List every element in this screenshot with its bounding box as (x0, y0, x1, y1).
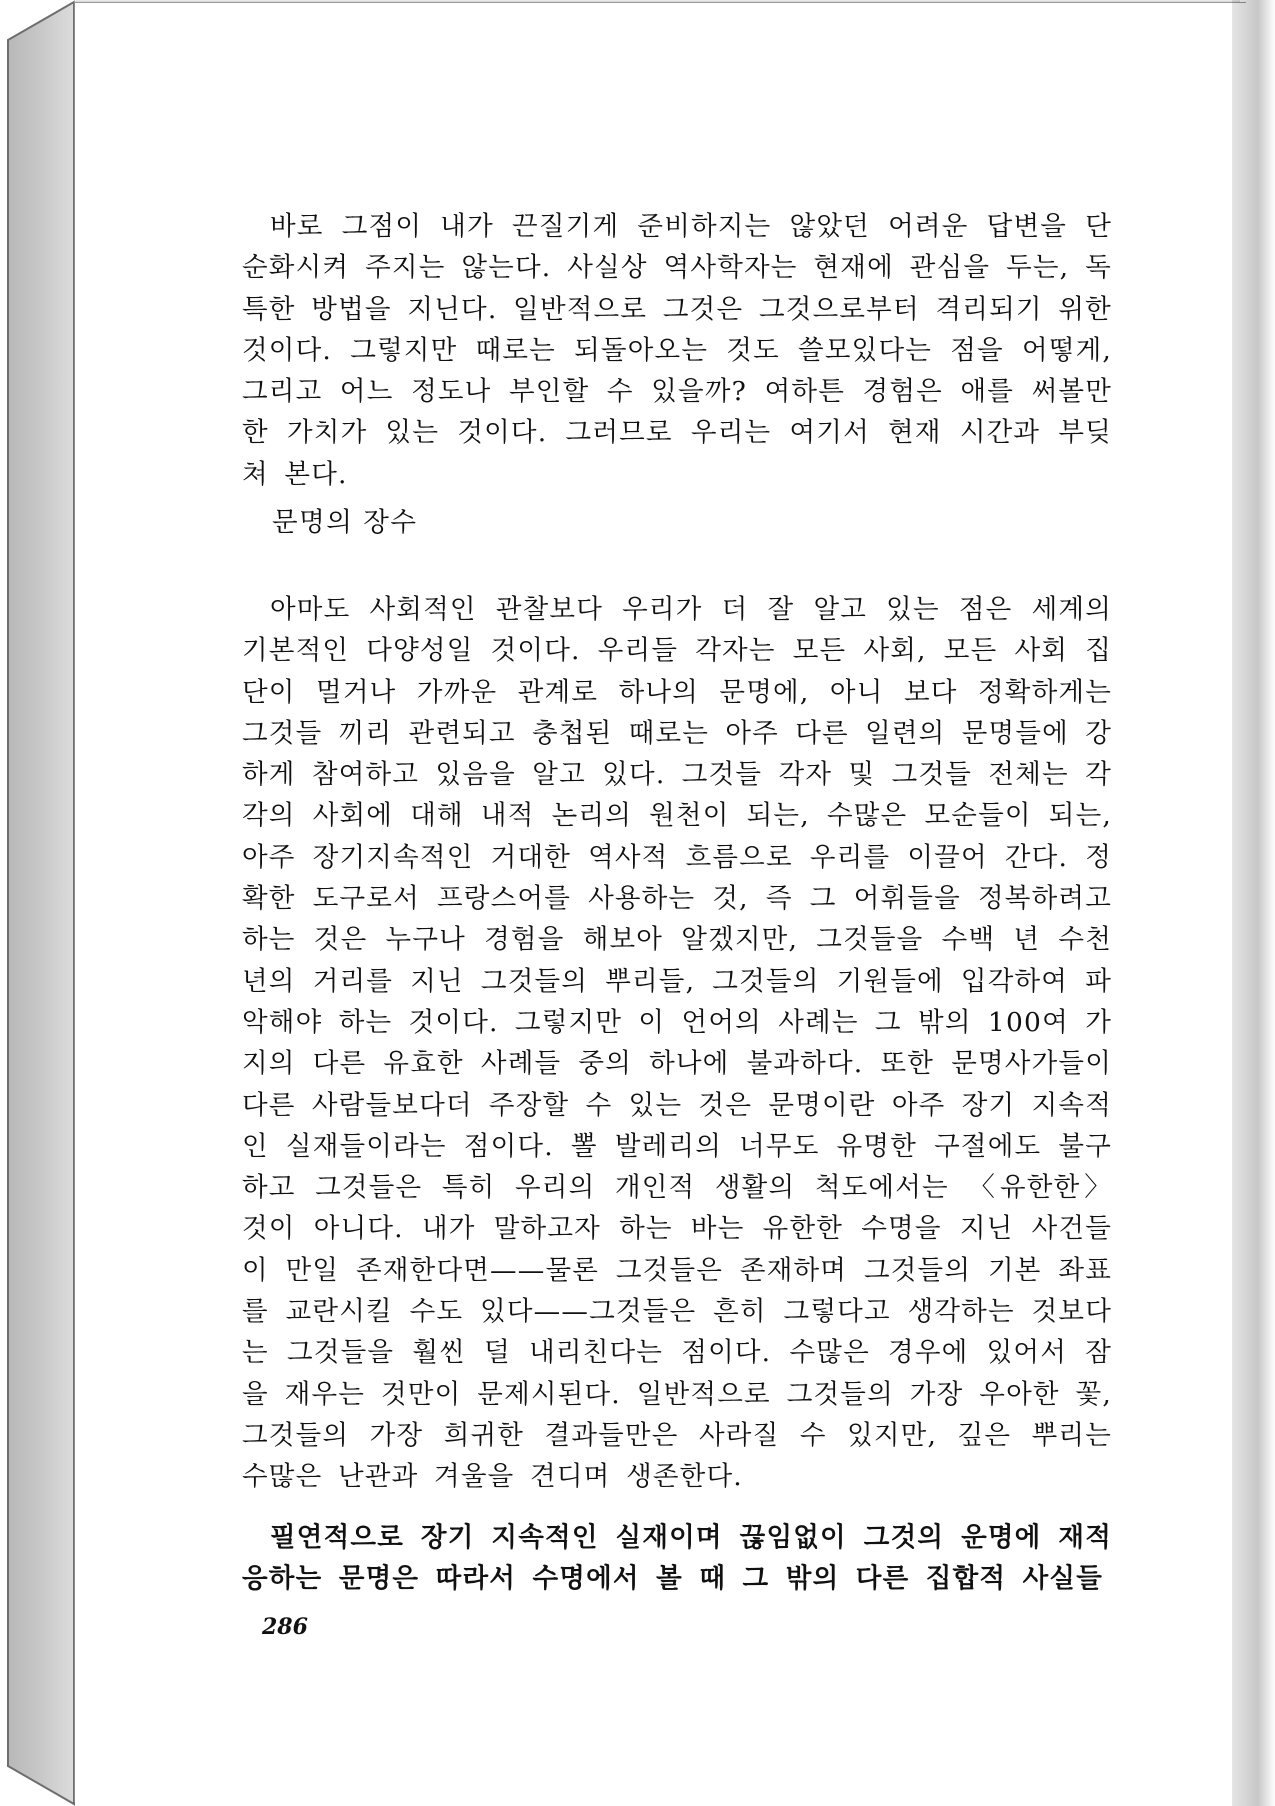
section-heading: 문명의 장수 (272, 507, 418, 538)
page-number: 286 (262, 1614, 308, 1640)
paragraph-3: 필연적으로 장기 지속적인 실재이며 끊임없이 그것의 운명에 재적응하는 문명은 따라서 수명에서 볼 때 그 밖의 다른 집합적 사실들 (242, 1522, 1112, 1595)
paragraph-1: 바로 그점이 내가 끈질기게 준비하지는 않았던 어려운 답변을 단순화시켜 주지는 않는다. 사실상 역사학자는 현재에 관심을 두는, 독특한 방법을 지닌다. 일반적으로 그것은 그것으로부터 격리되기 위한 것이다. 그렇지만 때로는 되돌아오는 것도 쓸모있다는 점을 어떻게, 그리고 어느 정도나 부인할 수 있을까? 여하튼 경험은 애를 써볼만한 가치가 있는 것이다. 그러므로 우리는 여기서 현재 시간과 부딪쳐 본다. (242, 211, 1112, 490)
paragraph-2: 아마도 사회적인 관찰보다 우리가 더 잘 알고 있는 점은 세계의 기본적인 다양성일 것이다. 우리들 각자는 모든 사회, 모든 사회 집단이 멀거나 가까운 관계로 하나의 문명에, 아니 보다 정확하게는 그것들 끼리 관련되고 충첩된 때로는 아주 다른 일련의 문명들에 강하게 참여하고 있음을 알고 있다. 그것들 각자 및 그것들 전체는 각각의 사회에 대해 내적 논리의 원천이 되는, 수많은 모순들이 되는, 아주 장기지속적인 거대한 역사적 흐름으로 우리를 이끌어 간다. 정확한 도구로서 프랑스어를 사용하는 것, 즉 그 어휘들을 정복하려고 하는 것은 누구나 경험을 해보아 알겠지만, 그것들을 수백 년 수천 년의 거리를 지닌 그것들의 뿌리들, 그것들의 기원들에 입각하여 파악해야 하는 것이다. 그렇지만 이 언어의 사례는 그 밖의 100여 가지의 다른 유효한 사례들 중의 하나에 불과하다. 또한 문명사가들이 다른 사람들보다더 주장할 수 있는 것은 문명이란 아주 장기 지속적인 실재들이라는 점이다. 뽈 발레리의 너무도 유명한 구절에도 불구하고 그것들은 특히 우리의 개인적 생활의 척도에서는 〈유한한〉 것이 아니다. 내가 말하고자 하는 바는 유한한 수명을 지닌 사건들이 만일 존재한다면——물론 그것들은 존재하며 그것들의 기본 좌표를 교란시킬 수도 있다——그것들은 흔히 그렇다고 생각하는 것보다는 그것들을 훨씬 덜 내리친다는 점이다. 수많은 경우에 있어서 잠을 재우는 것만이 문제시된다. 일반적으로 그것들의 가장 우아한 꽃, 그것들의 가장 희귀한 결과들만은 사라질 수 있지만, 깊은 뿌리는 수많은 난관과 겨울을 견디며 생존한다. (242, 594, 1112, 1493)
page-edge-shadow (1232, 0, 1275, 1806)
